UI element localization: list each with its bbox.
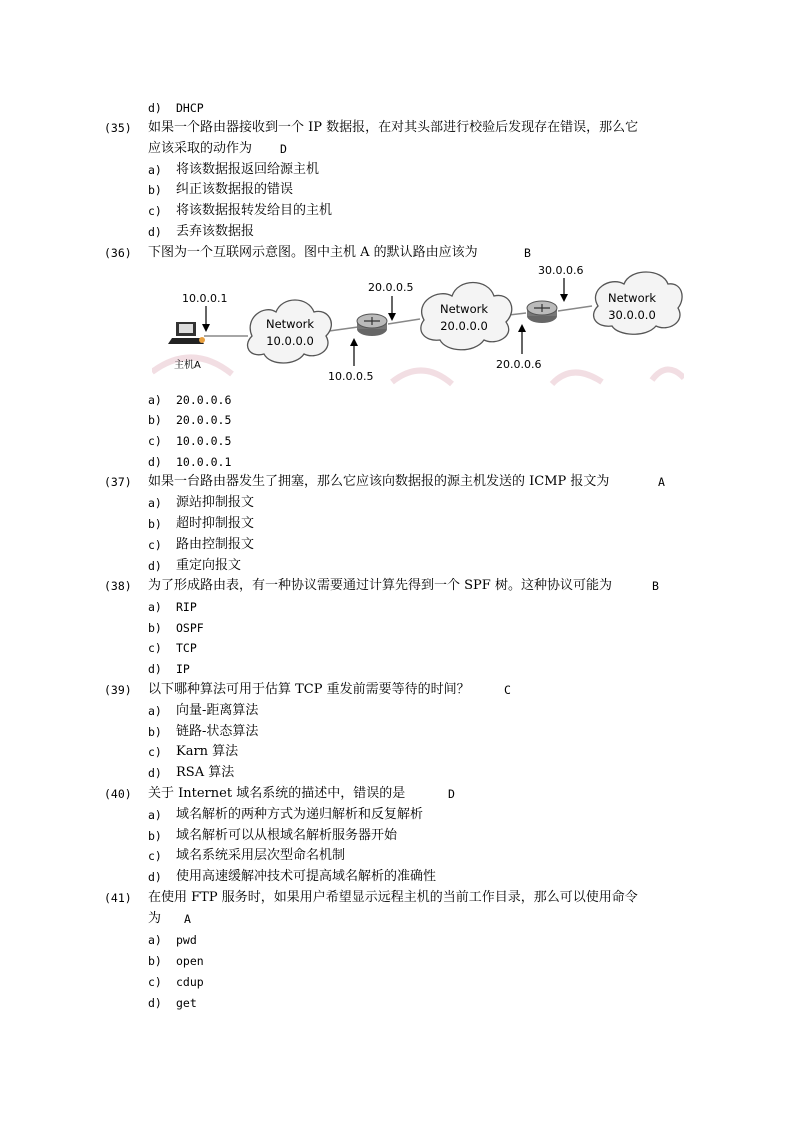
option-letter: d) (148, 559, 162, 573)
option-text: 向量-距离算法 (176, 703, 259, 718)
question-number: (35) (104, 121, 132, 135)
option-text: TCP (176, 641, 197, 655)
network-label: Network (607, 291, 657, 305)
option-text: DHCP (176, 101, 204, 115)
option-letter: a) (148, 496, 162, 510)
ip-label: 20.0.0.5 (368, 281, 414, 294)
option-letter: c) (148, 204, 162, 218)
cloud-icon (421, 283, 512, 350)
answer: C (504, 683, 511, 697)
option-letter: d) (148, 101, 162, 115)
option-text: pwd (176, 933, 197, 947)
option-text: RIP (176, 600, 197, 614)
option-letter: b) (148, 413, 162, 427)
question-text: 下图为一个互联网示意图。图中主机 A 的默认路由应该为 (148, 245, 478, 260)
option-text: 10.0.0.5 (176, 434, 232, 448)
option-text: IP (176, 662, 190, 676)
question-number: (41) (104, 891, 132, 905)
option-text: 20.0.0.6 (176, 393, 232, 407)
option-letter: d) (148, 870, 162, 884)
link-line (388, 319, 420, 324)
option-letter: a) (148, 393, 162, 407)
network-address: 10.0.0.0 (266, 334, 314, 348)
option-letter: b) (148, 517, 162, 531)
ip-label: 20.0.0.6 (496, 358, 542, 371)
computer-icon (168, 322, 205, 344)
option-text: 域名系统采用层次型命名机制 (176, 848, 346, 863)
option-text: 10.0.0.1 (176, 455, 232, 469)
option-letter: d) (148, 662, 162, 676)
option-text: Karn 算法 (176, 744, 239, 759)
option-text: 链路-状态算法 (176, 724, 259, 739)
question-text: 如果一个路由器接收到一个 IP 数据报，在对其头部进行校验后发现存在错误，那么它 (148, 120, 639, 135)
arrow-head (560, 294, 568, 302)
option-letter: a) (148, 704, 162, 718)
router-icon (357, 314, 387, 336)
network-diagram (152, 262, 684, 388)
router-icon (527, 301, 557, 323)
option-text: 将该数据报转发给目的主机 (176, 203, 333, 218)
answer: A (658, 475, 665, 489)
question-text: 在使用 FTP 服务时，如果用户希望显示远程主机的当前工作目录，那么可以使用命令 (148, 890, 638, 905)
option-text: 丢弃该数据报 (176, 224, 255, 239)
option-text: 纠正该数据报的错误 (176, 182, 294, 197)
link-line (558, 306, 592, 311)
option-text: 路由控制报文 (176, 537, 255, 552)
question-number: (38) (104, 579, 132, 593)
option-letter: d) (148, 225, 162, 239)
ip-label: 30.0.0.6 (538, 264, 584, 277)
option-text: OSPF (176, 621, 204, 635)
answer: D (448, 787, 455, 801)
option-letter: d) (148, 455, 162, 469)
option-letter: a) (148, 600, 162, 614)
option-letter: d) (148, 996, 162, 1010)
question-text: 以下哪种算法可用于估算 TCP 重发前需要等待的时间？ (148, 682, 470, 697)
option-letter: b) (148, 725, 162, 739)
cloud-icon (248, 300, 332, 363)
answer: A (184, 912, 191, 926)
network-label: Network (265, 317, 315, 331)
question-text: 如果一台路由器发生了拥塞，那么它应该向数据报的源主机发送的 ICMP 报文为 (148, 474, 610, 489)
question-text: 关于 Internet 域名系统的描述中，错误的是 (148, 786, 406, 801)
option-text: 重定向报文 (176, 558, 242, 573)
option-text: get (176, 996, 197, 1010)
host-label: 主机A (174, 360, 201, 371)
option-letter: d) (148, 766, 162, 780)
arrow-head (350, 338, 358, 346)
ip-label: 10.0.0.5 (328, 370, 374, 383)
option-text: 20.0.0.5 (176, 413, 232, 427)
answer: D (280, 142, 287, 156)
answer: B (652, 579, 659, 593)
option-letter: c) (148, 745, 162, 759)
question-number: (39) (104, 683, 132, 697)
network-address: 20.0.0.0 (440, 319, 488, 333)
option-text: 超时抑制报文 (176, 516, 255, 531)
question-text: 为了形成路由表，有一种协议需要通过计算先得到一个 SPF 树。这种协议可能为 (148, 578, 612, 593)
option-text: 使用高速缓解冲技术可提高域名解析的准确性 (176, 869, 437, 884)
option-letter: c) (148, 538, 162, 552)
option-text: cdup (176, 975, 204, 989)
network-label: Network (439, 302, 489, 316)
option-letter: a) (148, 808, 162, 822)
option-letter: c) (148, 975, 162, 989)
option-text: 将该数据报返回给源主机 (176, 162, 320, 177)
option-letter: b) (148, 829, 162, 843)
arrow-head (202, 324, 210, 332)
network-address: 30.0.0.0 (608, 308, 656, 322)
arrow-head (388, 313, 396, 321)
arrow-head (518, 324, 526, 332)
ip-label: 10.0.0.1 (182, 292, 228, 305)
answer: B (524, 246, 531, 260)
option-text: 域名解析可以从根域名解析服务器开始 (176, 828, 398, 843)
option-letter: b) (148, 954, 162, 968)
question-number: (37) (104, 475, 132, 489)
option-text: open (176, 954, 204, 968)
option-text: 域名解析的两种方式为递归解析和反复解析 (176, 807, 424, 822)
question-text: 应该采取的动作为 (148, 141, 253, 156)
option-letter: c) (148, 641, 162, 655)
option-letter: b) (148, 621, 162, 635)
option-letter: c) (148, 434, 162, 448)
option-text: 源站抑制报文 (176, 495, 255, 510)
option-letter: a) (148, 163, 162, 177)
question-number: (36) (104, 246, 132, 260)
option-letter: b) (148, 183, 162, 197)
question-text: 为 (148, 911, 162, 926)
question-number: (40) (104, 787, 132, 801)
option-text: RSA 算法 (176, 765, 235, 780)
option-letter: c) (148, 849, 162, 863)
option-letter: a) (148, 933, 162, 947)
